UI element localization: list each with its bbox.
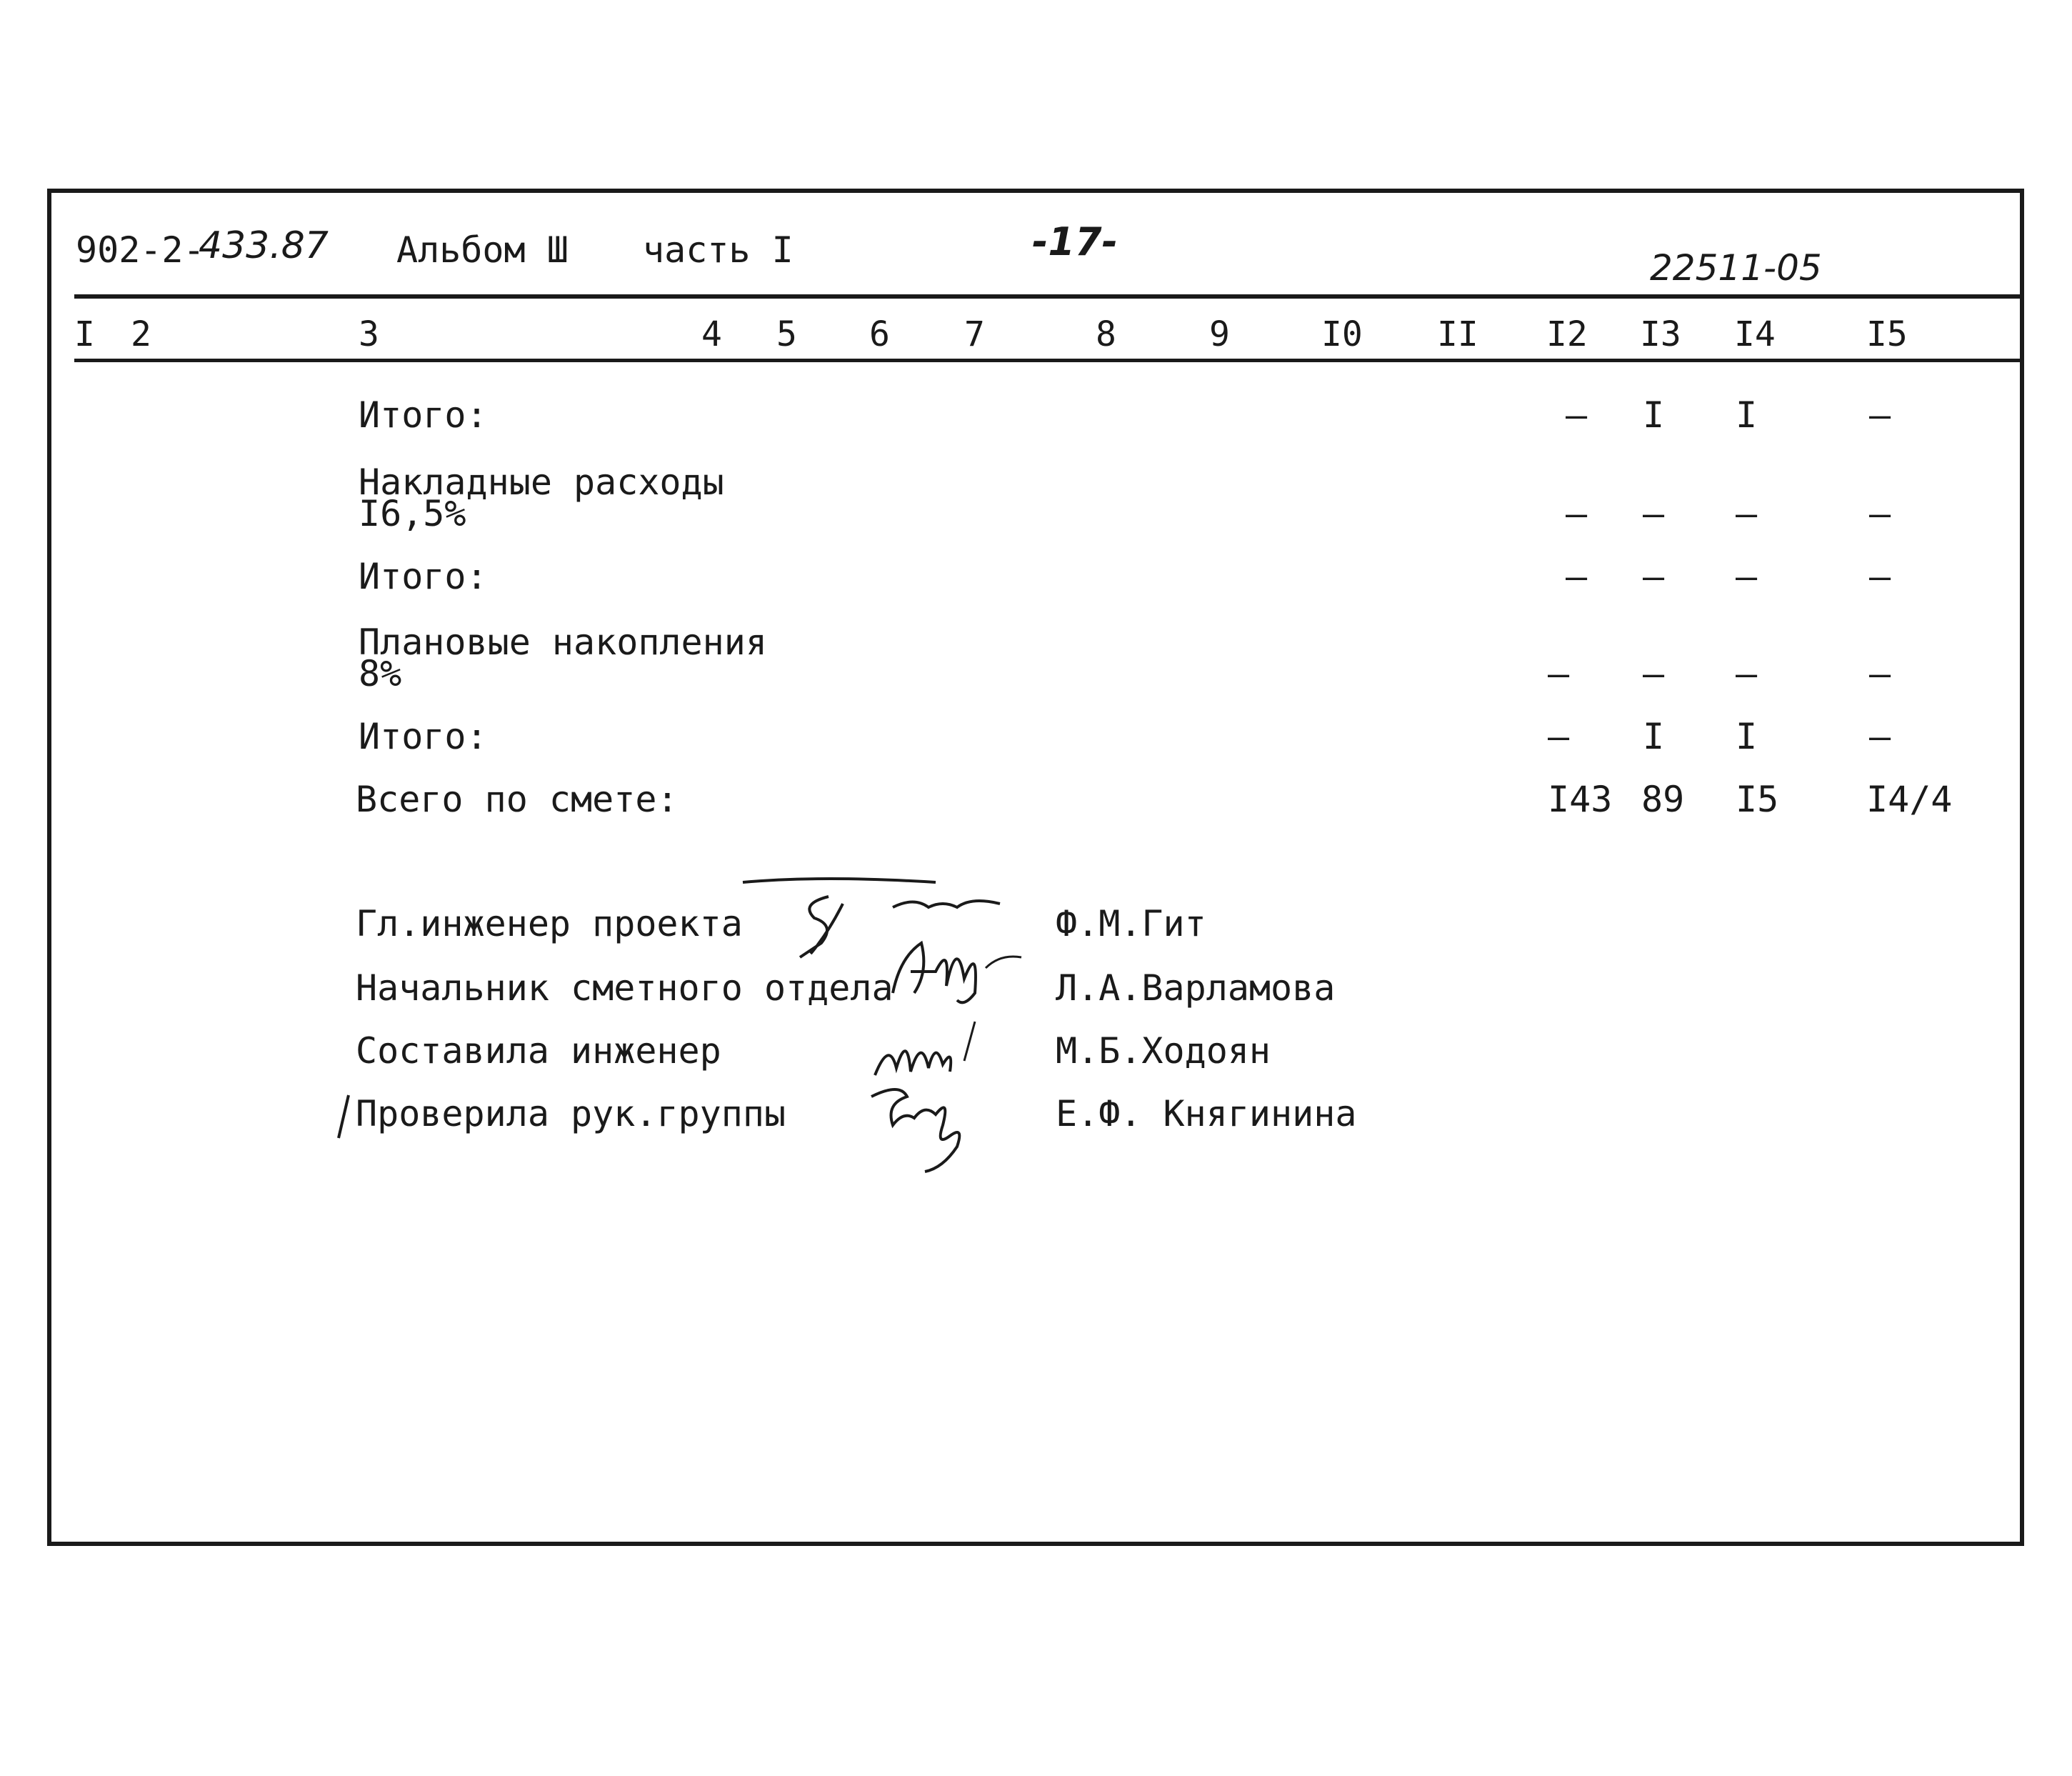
handwritten-signature (857, 1075, 979, 1175)
page-number: -17- (1032, 219, 1118, 264)
signature-name: Е.Ф. Княгинина (1056, 1093, 1357, 1134)
column-number: I4 (1734, 314, 1776, 354)
column-number: 3 (359, 314, 379, 354)
cell-col-12: – (1548, 716, 1570, 757)
cell-col-12: – (1566, 394, 1588, 436)
doc-number-handwritten: 433.87 (199, 224, 329, 267)
signature-name: М.Б.Ходоян (1056, 1030, 1271, 1072)
cell-col-12: – (1566, 556, 1588, 597)
column-number: I0 (1321, 314, 1363, 354)
row-label: Плановые накопления (359, 622, 767, 663)
row-label: Итого: (359, 394, 488, 436)
signature-name: Л.А.Варламова (1056, 967, 1336, 1009)
album-label: Альбом Ш (396, 229, 569, 271)
cell-col-14: – (1736, 556, 1758, 597)
cell-col-14: I (1736, 394, 1758, 436)
row-label-rate: 8% (359, 653, 402, 694)
cell-col-15: – (1869, 556, 1891, 597)
cell-col-14: I (1736, 716, 1758, 757)
tick-mark (333, 1092, 354, 1142)
signature-role: Составила инженер (356, 1030, 721, 1072)
handwritten-signature (879, 929, 1036, 1014)
cell-col-12: – (1566, 493, 1588, 534)
column-number: 4 (701, 314, 722, 354)
row-label: Итого: (359, 716, 488, 757)
column-number: I5 (1866, 314, 1908, 354)
cell-col-15: – (1869, 716, 1891, 757)
document-frame (47, 189, 2024, 1546)
cell-col-15: – (1869, 653, 1891, 694)
cell-col-14: – (1736, 653, 1758, 694)
handwritten-signature (868, 1011, 996, 1082)
cell-col-13: – (1643, 493, 1665, 534)
row-label: Накладные расходы (359, 462, 724, 503)
column-number: 6 (869, 314, 890, 354)
cell-col-13: I (1643, 394, 1665, 436)
cell-col-15: I4/4 (1866, 779, 1953, 820)
signature-role: Начальник сметного отдела (356, 967, 894, 1009)
column-number: 9 (1209, 314, 1230, 354)
cell-col-14: I5 (1736, 779, 1779, 820)
cell-col-12: – (1548, 653, 1570, 694)
signature-role: Проверила рук.группы (356, 1093, 786, 1134)
signature-name: Ф.М.Гит (1056, 903, 1206, 944)
column-number: 2 (131, 314, 151, 354)
row-label: Итого: (359, 556, 488, 597)
cell-col-13: – (1643, 556, 1665, 597)
part-label: часть I (643, 229, 794, 271)
cell-col-15: – (1869, 493, 1891, 534)
cell-col-13: – (1643, 653, 1665, 694)
column-number: 5 (776, 314, 797, 354)
column-number: 8 (1096, 314, 1116, 354)
inventory-number: 22511-05 (1650, 247, 1822, 289)
header-top-rule (74, 294, 2020, 299)
cell-col-15: – (1869, 394, 1891, 436)
cell-col-13: 89 (1641, 779, 1685, 820)
column-number: I2 (1546, 314, 1588, 354)
signature-role: Гл.инженер проекта (356, 903, 743, 944)
column-number: II (1437, 314, 1478, 354)
column-number: I (74, 314, 95, 354)
row-label-rate: I6,5% (359, 493, 466, 534)
doc-number-prefix: 902-2- (76, 229, 205, 271)
header-bottom-rule (74, 359, 2020, 362)
column-number: I3 (1640, 314, 1681, 354)
cell-col-13: I (1643, 716, 1665, 757)
row-label: Всего по смете: (356, 779, 679, 820)
cell-col-12: I43 (1548, 779, 1613, 820)
column-number: 7 (964, 314, 985, 354)
cell-col-14: – (1736, 493, 1758, 534)
